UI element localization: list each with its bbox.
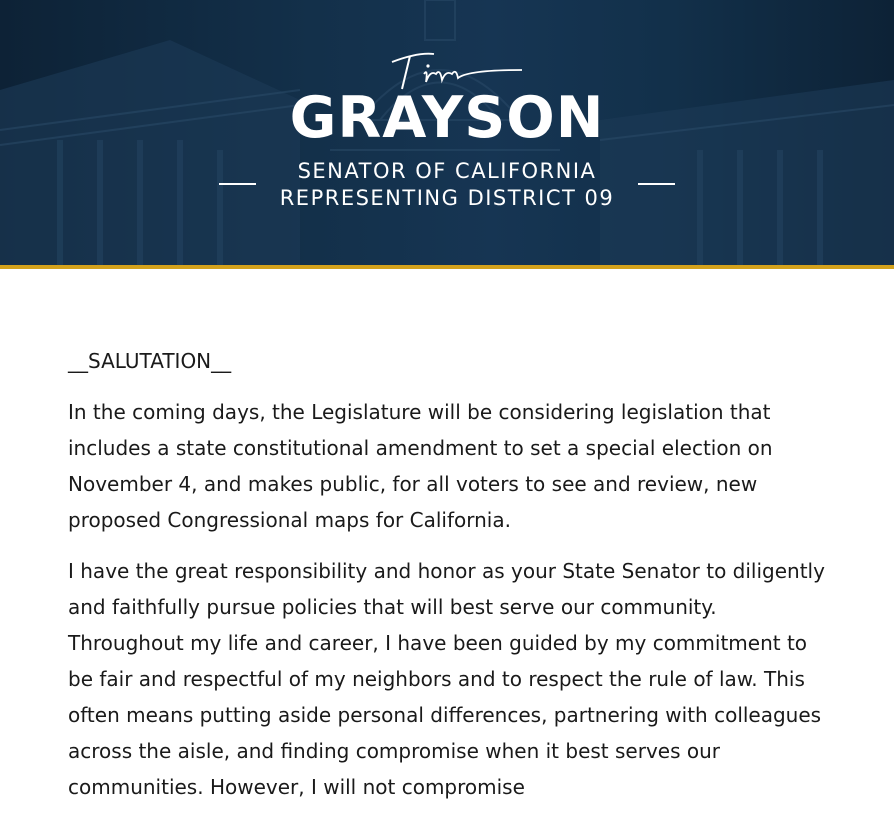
letter-paragraph-2: I have the great responsibility and honor as your State Senator to diligently and faithfully pursue policies that will best serve our community. Throughout my life and career, I have been guided by my commitment to be fair and respectful of my neighbors and to respect the rule of law. This often means putting aside personal differences, partnering with colleagues across the aisle, and finding compromise when it best serves our communities. However, I will not compromise bbox=[68, 559, 825, 799]
salutation: __SALUTATION__ bbox=[68, 349, 232, 373]
subtitle-title: SENATOR OF CALIFORNIA bbox=[297, 159, 597, 183]
gold-accent-rule bbox=[0, 265, 894, 269]
subtitle-district: REPRESENTING DISTRICT 09 bbox=[279, 186, 615, 210]
header-banner bbox=[0, 0, 894, 265]
right-divider-line bbox=[638, 183, 675, 185]
senator-name: GRAYSON bbox=[289, 85, 605, 151]
letter-paragraph-1: In the coming days, the Legislature will be considering legislation that includes a state constitutional amendment to set a special election on November 4, and makes public, for all voters to see and review, new proposed Congressional maps for California. bbox=[68, 400, 773, 532]
letter-body bbox=[68, 343, 838, 820]
